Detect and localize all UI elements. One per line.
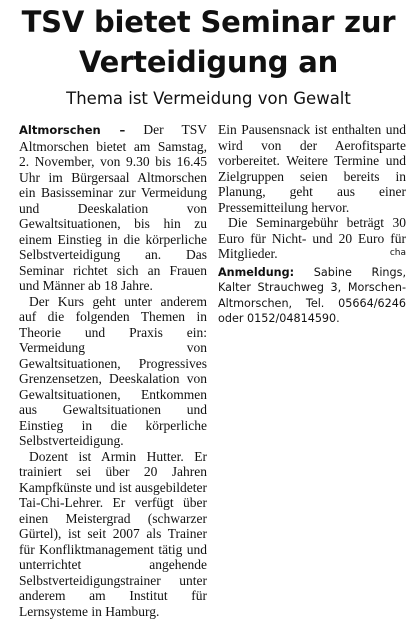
fee-text: Die Seminargebühr beträgt 30 Euro für Nicht- und 20 Euro für Mitglieder. <box>218 215 406 261</box>
subheadline: Thema ist Vermeidung von Gewalt <box>0 89 417 109</box>
dateline: Altmorschen – <box>19 123 125 137</box>
author-initials: cha <box>380 246 406 262</box>
text-column-right <box>218 122 406 327</box>
registration-text: Sabine Rings, Kalter Strauchweg 3, Morschen-Altmorschen, Tel. 05664/6246 oder 0152/04814590. <box>218 266 406 326</box>
lead-paragraph <box>19 122 207 294</box>
registration-label: Anmeldung: <box>218 266 294 279</box>
lead-text: Der TSV Altmorschen bietet am Samstag, 2. November, von 9.30 bis 16.45 Uhr im Bürgersaal Altmorschen ein Basisseminar zur Vermeidung und Deeskalation von Gewaltsituationen, bis hin zu einem Einstieg in die körperliche Selbstverteidigung an. Das Seminar richtet sich an Frauen und Männer ab 18 Jahre. <box>19 122 207 293</box>
registration-info <box>218 265 406 327</box>
body-paragraph-1: Der Kurs geht unter anderem auf die folgenden Themen in Theorie und Praxis ein: Vermeidung von Gewaltsituationen, Progressives Grenzensetzen, Deeskalation von Gewaltsituationen, Entkommen aus Gewaltsituationen und Einstieg in die körperliche Selbstverteidigung. <box>19 294 207 449</box>
body-paragraph-3: Ein Pausensnack ist enthalten und wird von der Aerofitsparte vorbereitet. Weitere Termine und Zielgruppen seien bereits in Planung, geht aus einer Pressemitteilung hervor. <box>218 122 406 215</box>
text-column-left <box>19 122 207 619</box>
body-paragraph-4 <box>218 215 406 262</box>
headline <box>0 2 417 82</box>
headline-line-1: TSV bietet Seminar zur <box>0 2 417 42</box>
body-paragraph-2: Dozent ist Armin Hutter. Er trainiert sei über 20 Jahren Kampfkünste und ist ausgebildeter Tai-Chi-Lehrer. Er verfügt über einen Meistergrad (schwarzer Gürtel), ist seit 2007 als Trainer für Konfliktmanagement tätig und unterrichtet angehende Selbstverteidigungstrainer unter anderem am Institut für Lernsysteme in Hamburg. <box>19 449 207 619</box>
headline-line-2: Verteidigung an <box>0 42 417 82</box>
